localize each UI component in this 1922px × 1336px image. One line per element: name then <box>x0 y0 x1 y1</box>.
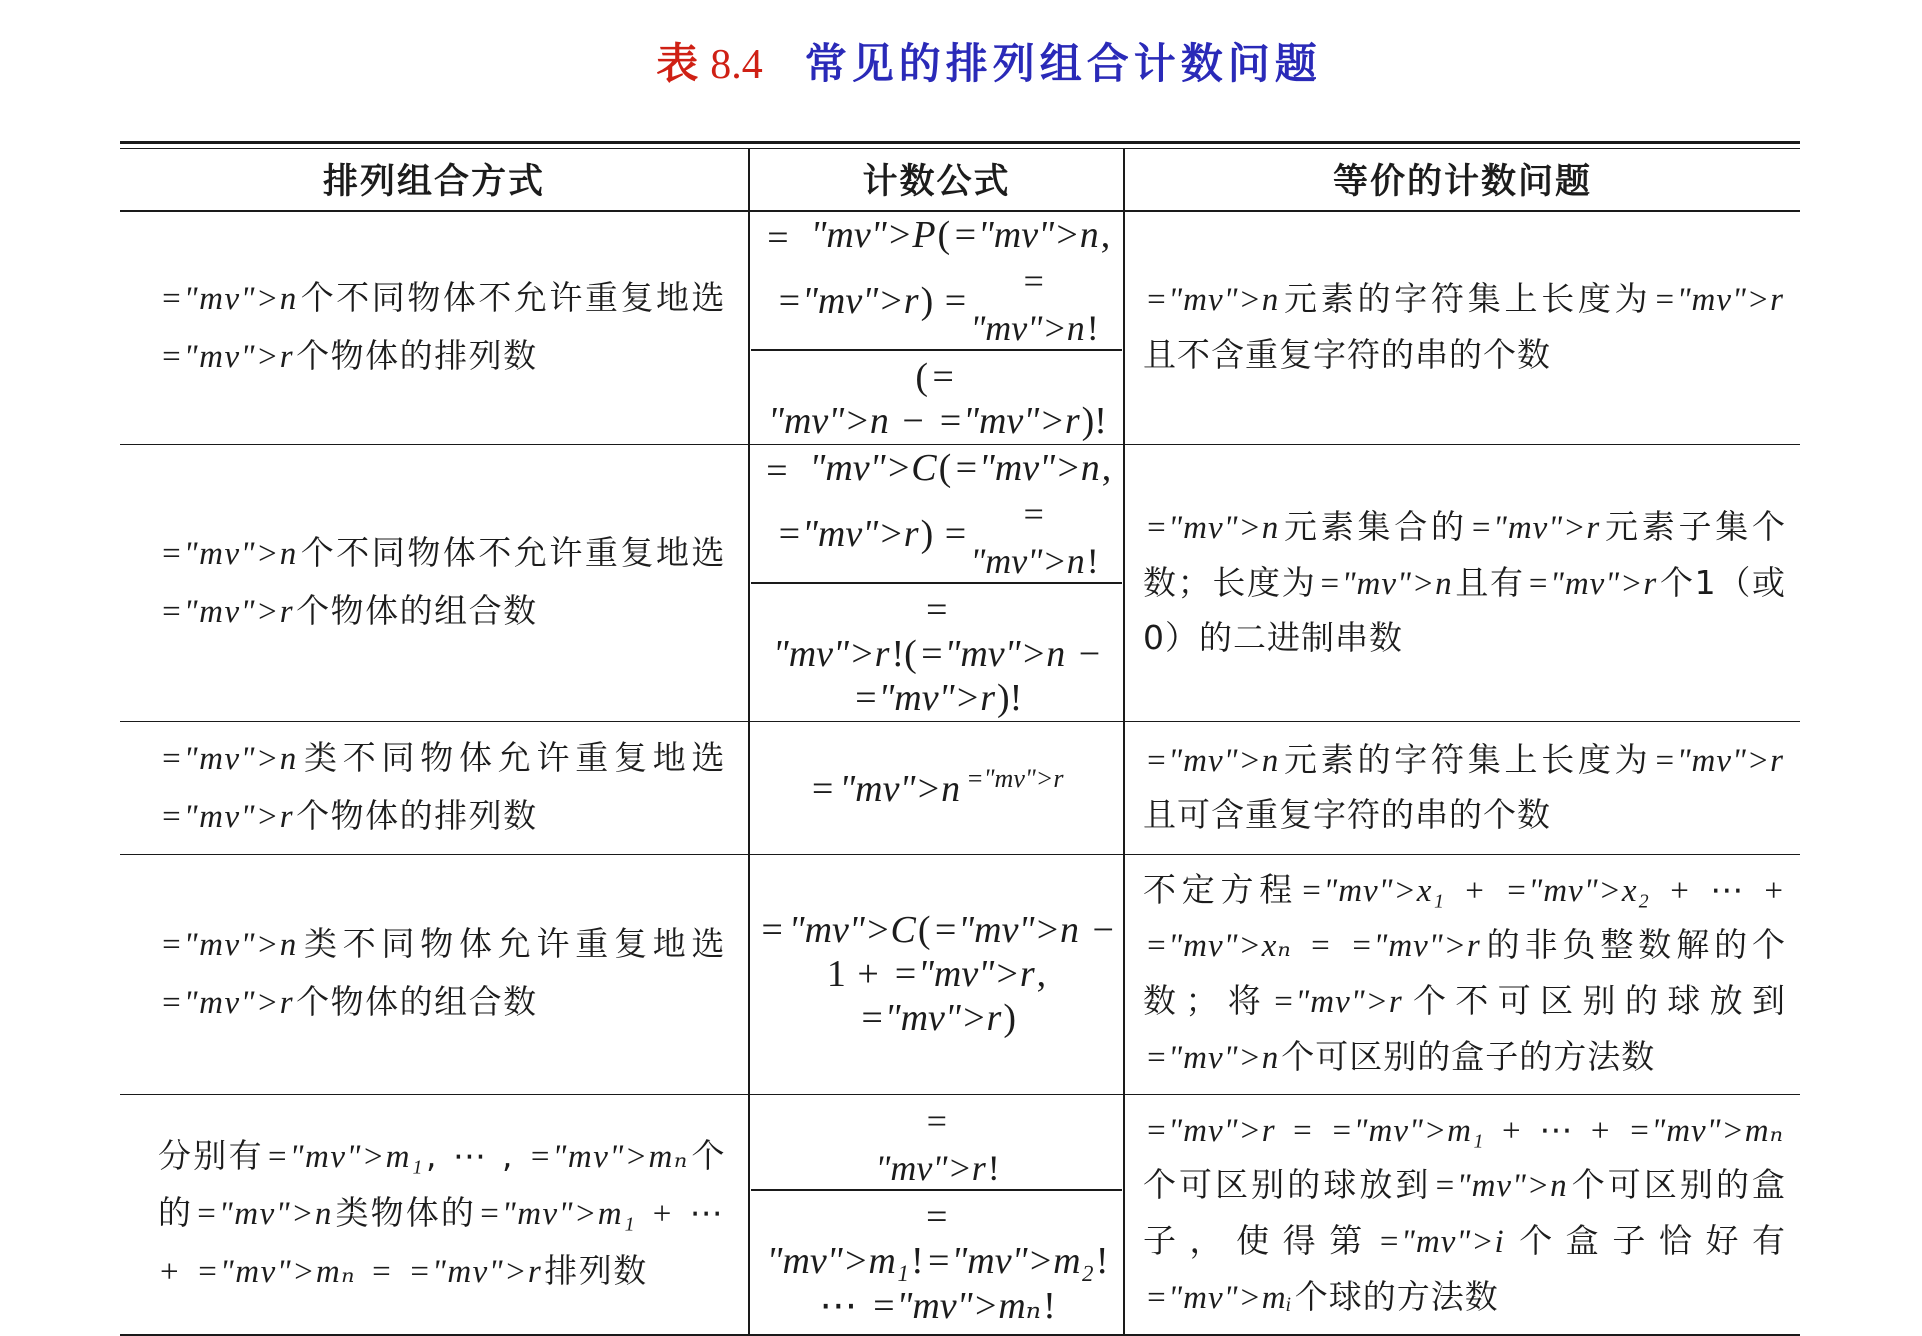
equivalent-cell: ="mv">r = ="mv">m₁ + ⋯ + ="mv">mₙ个可区别的球放到="mv">n个可区别的盒子，使得第="mv">i个盒子恰好有="mv">mᵢ个球的方法数 <box>1143 1112 1787 1316</box>
fraction: = "mv">n! <box>970 494 1099 582</box>
formula-cell: = "mv">C(="mv">n − 1 + ="mv">r, ="mv">r) <box>749 854 1124 1094</box>
formula-cell: = "mv">r! = "mv">m₁!="mv">m₂! ⋯ ="mv">mₙ! <box>749 1094 1124 1335</box>
formula-text: = <box>759 909 785 952</box>
table-row <box>120 722 1800 855</box>
equivalent-cell: ="mv">n元素的字符集上长度为="mv">r且可含重复字符的串的个数 <box>1143 739 1784 835</box>
formula-cell: = "mv">C(="mv">n, ="mv">r) = = "mv">n! = "mv">r!(="mv">n − ="mv">r)! <box>749 444 1124 721</box>
method-cell: ="mv">n个不同物体不允许重复地选="mv">r个物体的排列数 <box>120 211 749 445</box>
counting-table <box>120 148 1800 1336</box>
table-label: 表 <box>656 39 701 88</box>
method-cell: ="mv">n类不同物体允许重复地选="mv">r个物体的组合数 <box>120 854 749 1094</box>
table-row <box>120 211 1800 445</box>
counting-table-wrapper <box>120 141 1800 1336</box>
formula-lead: = <box>764 216 791 259</box>
header-formula: 计数公式 <box>749 149 1124 211</box>
fraction: = "mv">r! <box>875 1101 1000 1189</box>
fraction: = "mv">n! <box>970 260 1099 348</box>
page-title <box>28 34 1922 94</box>
table-row <box>120 1094 1800 1335</box>
fraction-denominator: = <box>751 1189 1122 1239</box>
header-equivalent: 等价的计数问题 <box>1124 149 1800 211</box>
fraction-denominator: (= <box>751 349 1122 399</box>
fraction-numerator: = <box>924 1101 949 1142</box>
header-row <box>120 149 1800 211</box>
method-cell: 分别有="mv">m₁, ⋯ , ="mv">mₙ个 的="mv">n类物体的="mv">m₁ + ⋯ + ="mv">mₙ = ="mv">r排列数 <box>120 1094 749 1335</box>
header-method: 排列组合方式 <box>120 149 749 211</box>
method-cell: ="mv">n个不同物体不允许重复地选="mv">r个物体的组合数 <box>120 444 749 721</box>
equivalent-cell: ="mv">n元素的字符集上长度为="mv">r且不含重复字符的串的个数 <box>1143 279 1784 375</box>
formula-cell: = "mv">n $^{="mv">r}$ <box>749 722 1124 855</box>
method-cell: ="mv">n类不同物体允许重复地选="mv">r个物体的排列数 <box>120 722 749 855</box>
fraction-numerator: = <box>1021 260 1046 301</box>
table-caption: 常见的排列组合计数问题 <box>804 39 1322 88</box>
power-base: = <box>809 768 836 811</box>
formula-lead: = <box>763 450 790 493</box>
table-row <box>120 854 1800 1094</box>
power-exponent: ="mv">r <box>966 764 1064 794</box>
equivalent-cell: 不定方程="mv">x₁ + ="mv">x₂ + ⋯ + ="mv">xₙ = ="mv">r的非负整数解的个数；将="mv">r个不可区别的球放到="mv">n个可区别的盒子的方法数 <box>1143 869 1787 1076</box>
table-number: 8.4 <box>710 42 763 88</box>
fraction-numerator: = <box>1021 494 1046 535</box>
equivalent-cell: ="mv">n元素集合的="mv">r元素子集个数；长度为="mv">n且有="mv">r个1（或0）的二进制串数 <box>1143 506 1787 658</box>
formula-cell: = "mv">P(="mv">n, ="mv">r) = = "mv">n! (= "mv">n − ="mv">r)! <box>749 211 1124 445</box>
table-row <box>120 444 1800 721</box>
fraction-denominator: = <box>751 582 1122 632</box>
